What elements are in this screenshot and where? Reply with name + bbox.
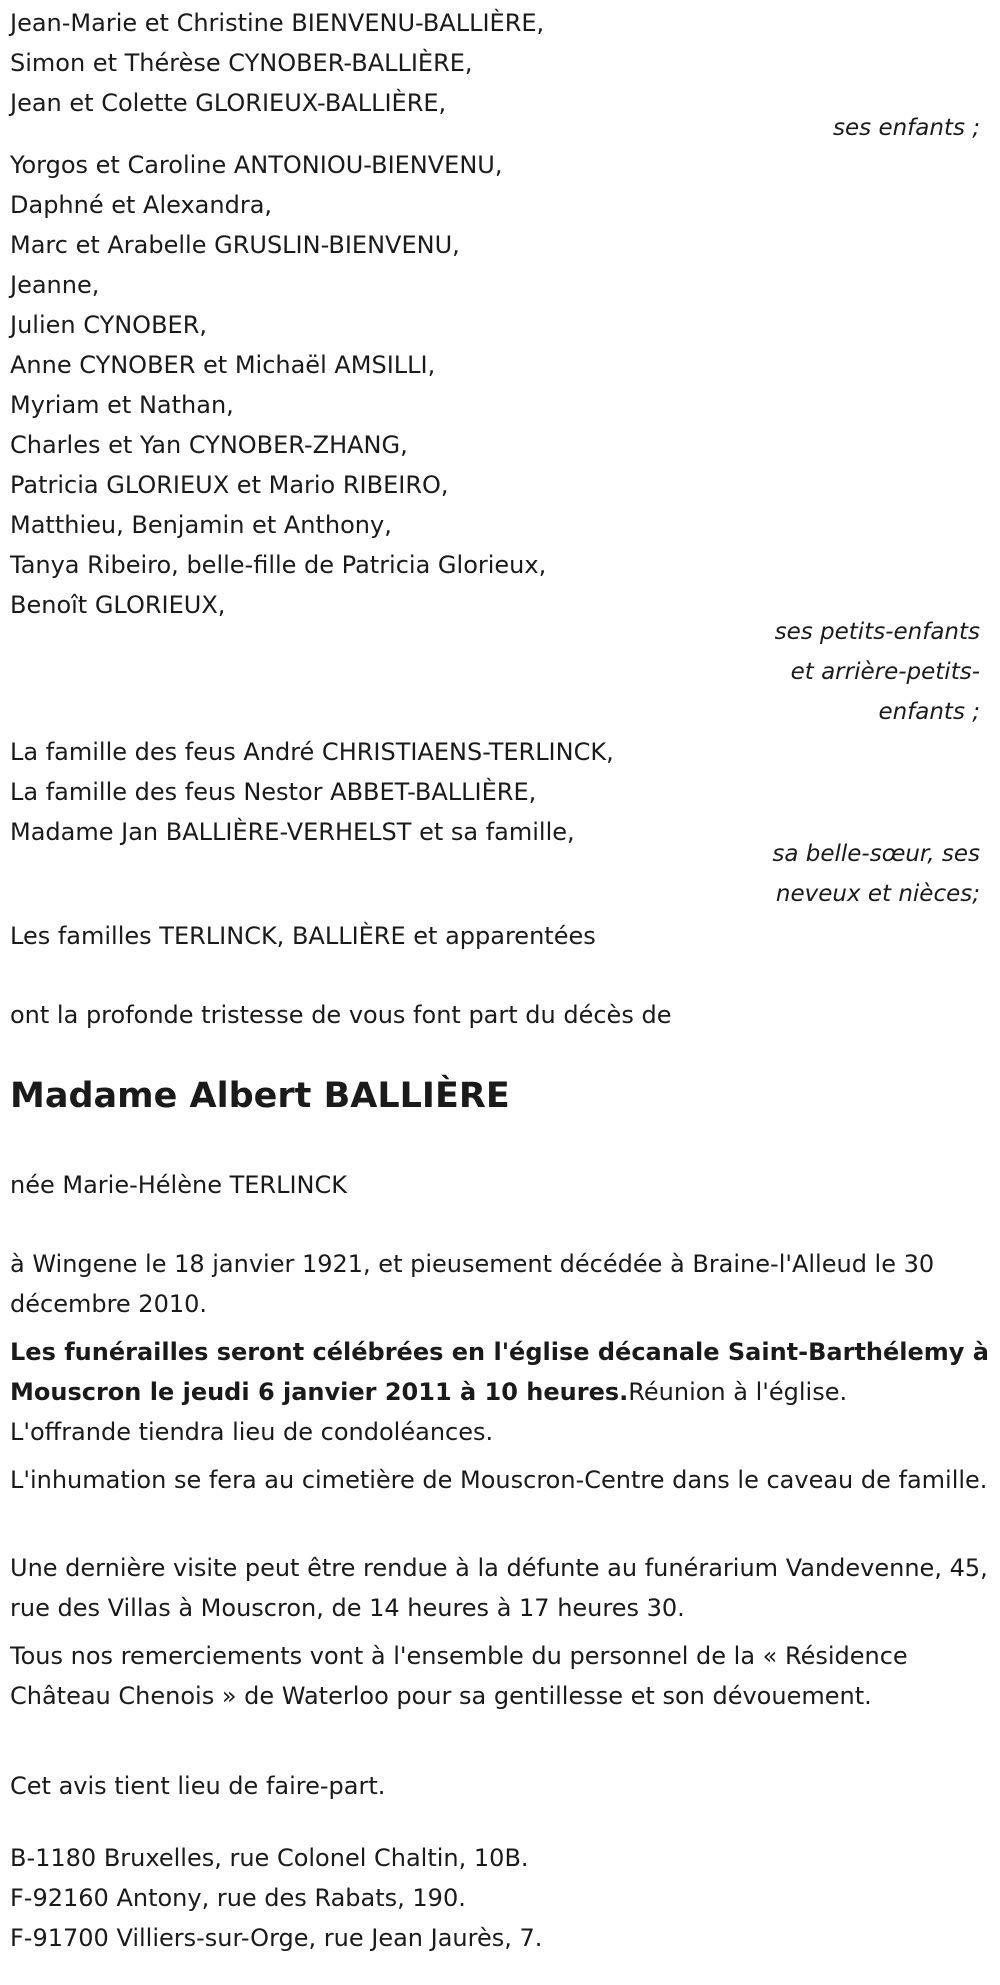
birth-death-info: à Wingene le 18 janvier 1921, et pieusement décédée à Braine-l'Alleud le 30 décembre 2010. [10, 1250, 935, 1318]
grandchild-line: Daphné et Alexandra, [10, 191, 273, 219]
family-line: La famille des feus Nestor ABBET-BALLIÈRE, [10, 778, 537, 806]
funeral-meeting: Réunion à l'église. [628, 1378, 848, 1406]
child-line: Simon et Thérèse CYNOBER-BALLIÈRE, [10, 49, 473, 77]
grandchild-line: Matthieu, Benjamin et Anthony, [10, 511, 392, 539]
role-children: ses enfants ; [833, 115, 980, 141]
family-line: La famille des feus André CHRISTIAENS-TERLINCK, [10, 738, 614, 766]
funeral-details: Les funérailles seront célébrées en l'église décanale Saint-Barthélemy à Mouscron le jeudi 6 janvier 2011 à 10 heures. [10, 1338, 989, 1406]
burial-info: L'inhumation se fera au cimetière de Mouscron-Centre dans le caveau de famille. [10, 1466, 988, 1494]
child-line: Jean et Colette GLORIEUX-BALLIÈRE, [10, 89, 447, 117]
role-grandchildren: et arrière-petits- [790, 659, 980, 685]
role-grandchildren: enfants ; [878, 699, 980, 725]
address-line: B-1180 Bruxelles, rue Colonel Chaltin, 10B. [10, 1844, 529, 1872]
grandchild-line: Anne CYNOBER et Michaël AMSILLI, [10, 351, 436, 379]
visit-info: Une dernière visite peut être rendue à la défunte au funérarium Vandevenne, 45, rue des Villas à Mouscron, de 14 heures à 17 heures 30. [10, 1554, 988, 1622]
grandchild-line: Benoît GLORIEUX, [10, 591, 226, 619]
offering-info: L'offrande tiendra lieu de condoléances. [10, 1418, 494, 1446]
address-line: F-92160 Antony, rue des Rabats, 190. [10, 1884, 466, 1912]
role-grandchildren: ses petits-enfants [774, 619, 980, 645]
birth-name: née Marie-Hélène TERLINCK [10, 1171, 347, 1199]
funeral-info [10, 1332, 990, 1412]
grandchild-line: Marc et Arabelle GRUSLIN-BIENVENU, [10, 231, 460, 259]
child-line: Jean-Marie et Christine BIENVENU-BALLIÈRE, [10, 9, 545, 37]
grandchild-line: Yorgos et Caroline ANTONIOU-BIENVENU, [10, 151, 503, 179]
notice-info: Cet avis tient lieu de faire-part. [10, 1772, 386, 1800]
grandchild-line: Jeanne, [10, 271, 100, 299]
announcement: ont la profonde tristesse de vous font part du décès de [10, 1001, 672, 1029]
role-in-laws: sa belle-sœur, ses [772, 841, 980, 867]
role-in-laws: neveux et nièces; [775, 881, 980, 907]
family-line: Madame Jan BALLIÈRE-VERHELST et sa famille, [10, 818, 575, 846]
grandchild-line: Patricia GLORIEUX et Mario RIBEIRO, [10, 471, 449, 499]
deceased-name: Madame Albert BALLIÈRE [10, 1076, 510, 1116]
grandchild-line: Tanya Ribeiro, belle-fille de Patricia Glorieux, [10, 551, 547, 579]
grandchild-line: Charles et Yan CYNOBER-ZHANG, [10, 431, 408, 459]
grandchild-line: Julien CYNOBER, [10, 311, 208, 339]
grandchild-line: Myriam et Nathan, [10, 391, 234, 419]
thanks-info: Tous nos remerciements vont à l'ensemble du personnel de la « Résidence Château Chenois » de Waterloo pour sa gentillesse et son dévouement. [10, 1642, 908, 1710]
families-line: Les familles TERLINCK, BALLIÈRE et apparentées [10, 922, 596, 950]
address-line: F-91700 Villiers-sur-Orge, rue Jean Jaurès, 7. [10, 1924, 543, 1952]
